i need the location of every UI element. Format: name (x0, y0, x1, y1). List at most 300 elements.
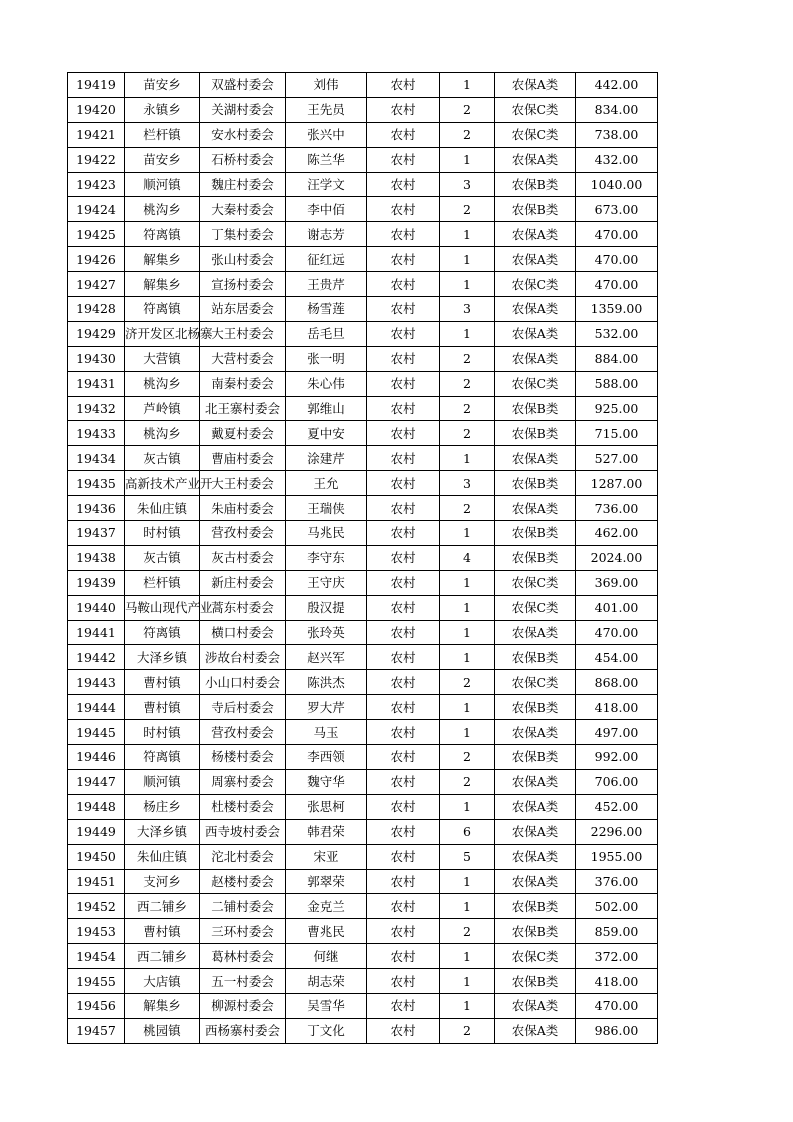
table-row (68, 272, 658, 297)
table-row (68, 222, 658, 247)
village-committee-cell: 灰古村委会 (200, 545, 286, 570)
insurance-class-cell: 农保B类 (495, 521, 576, 546)
area-type-cell: 农村 (367, 446, 440, 471)
township-cell: 大泽乡镇 (125, 819, 200, 844)
insurance-class-cell: 农保C类 (495, 97, 576, 122)
amount-cell: 401.00 (576, 595, 658, 620)
area-type-cell: 农村 (367, 371, 440, 396)
township-cell: 符离镇 (125, 745, 200, 770)
count-cell: 4 (440, 545, 495, 570)
township-cell: 芦岭镇 (125, 396, 200, 421)
insurance-class-cell: 农保B类 (495, 471, 576, 496)
record-id-cell: 19435 (68, 471, 125, 496)
amount-cell: 715.00 (576, 421, 658, 446)
area-type-cell: 农村 (367, 645, 440, 670)
township-cell: 解集乡 (125, 272, 200, 297)
record-id-cell: 19440 (68, 595, 125, 620)
village-committee-cell: 五一村委会 (200, 969, 286, 994)
area-type-cell: 农村 (367, 147, 440, 172)
person-name-cell: 曹兆民 (286, 919, 367, 944)
insurance-class-cell: 农保B类 (495, 969, 576, 994)
person-name-cell: 王瑞侠 (286, 496, 367, 521)
township-cell: 大店镇 (125, 969, 200, 994)
village-committee-cell: 沱北村委会 (200, 844, 286, 869)
township-cell: 符离镇 (125, 297, 200, 322)
area-type-cell: 农村 (367, 695, 440, 720)
village-committee-cell: 南秦村委会 (200, 371, 286, 396)
table-row (68, 969, 658, 994)
amount-cell: 418.00 (576, 969, 658, 994)
area-type-cell: 农村 (367, 620, 440, 645)
amount-cell: 432.00 (576, 147, 658, 172)
record-id-cell: 19423 (68, 172, 125, 197)
record-id-cell: 19457 (68, 1018, 125, 1043)
township-cell: 朱仙庄镇 (125, 844, 200, 869)
table-row (68, 1018, 658, 1043)
area-type-cell: 农村 (367, 297, 440, 322)
area-type-cell: 农村 (367, 97, 440, 122)
count-cell: 2 (440, 197, 495, 222)
insurance-class-cell: 农保C类 (495, 122, 576, 147)
insurance-class-cell: 农保B类 (495, 695, 576, 720)
table-row (68, 869, 658, 894)
count-cell: 3 (440, 172, 495, 197)
village-committee-cell: 戴夏村委会 (200, 421, 286, 446)
person-name-cell: 胡志荣 (286, 969, 367, 994)
record-id-cell: 19426 (68, 247, 125, 272)
person-name-cell: 岳毛旦 (286, 321, 367, 346)
area-type-cell: 农村 (367, 421, 440, 446)
township-cell: 永镇乡 (125, 97, 200, 122)
person-name-cell: 征红远 (286, 247, 367, 272)
person-name-cell: 丁文化 (286, 1018, 367, 1043)
table-row (68, 321, 658, 346)
count-cell: 1 (440, 869, 495, 894)
record-id-cell: 19420 (68, 97, 125, 122)
person-name-cell: 李守东 (286, 545, 367, 570)
township-cell: 桃园镇 (125, 1018, 200, 1043)
insurance-class-cell: 农保C类 (495, 570, 576, 595)
amount-cell: 925.00 (576, 396, 658, 421)
table-row (68, 720, 658, 745)
record-id-cell: 19445 (68, 720, 125, 745)
record-id-cell: 19446 (68, 745, 125, 770)
person-name-cell: 杨雪莲 (286, 297, 367, 322)
table-row (68, 670, 658, 695)
village-committee-cell: 三环村委会 (200, 919, 286, 944)
record-id-cell: 19425 (68, 222, 125, 247)
record-id-cell: 19439 (68, 570, 125, 595)
record-id-cell: 19456 (68, 993, 125, 1018)
township-cell: 朱仙庄镇 (125, 496, 200, 521)
township-cell: 解集乡 (125, 993, 200, 1018)
township-cell: 解集乡 (125, 247, 200, 272)
village-committee-cell: 石桥村委会 (200, 147, 286, 172)
record-id-cell: 19454 (68, 944, 125, 969)
record-id-cell: 19419 (68, 73, 125, 98)
count-cell: 1 (440, 894, 495, 919)
township-cell: 栏杆镇 (125, 122, 200, 147)
township-cell: 大泽乡镇 (125, 645, 200, 670)
amount-cell: 470.00 (576, 222, 658, 247)
person-name-cell: 赵兴军 (286, 645, 367, 670)
record-id-cell: 19437 (68, 521, 125, 546)
village-committee-cell: 二铺村委会 (200, 894, 286, 919)
insurance-class-cell: 农保A类 (495, 297, 576, 322)
insurance-class-cell: 农保B类 (495, 421, 576, 446)
person-name-cell: 涂建芹 (286, 446, 367, 471)
table-row (68, 595, 658, 620)
person-name-cell: 张一明 (286, 346, 367, 371)
amount-cell: 442.00 (576, 73, 658, 98)
insurance-class-cell: 农保A类 (495, 247, 576, 272)
table-body (68, 73, 658, 1044)
township-cell: 苗安乡 (125, 73, 200, 98)
count-cell: 1 (440, 969, 495, 994)
insurance-class-cell: 农保B类 (495, 745, 576, 770)
township-cell: 苗安乡 (125, 147, 200, 172)
township-cell: 顺河镇 (125, 172, 200, 197)
amount-cell: 470.00 (576, 620, 658, 645)
table-row (68, 794, 658, 819)
person-name-cell: 金克兰 (286, 894, 367, 919)
village-committee-cell: 大秦村委会 (200, 197, 286, 222)
amount-cell: 376.00 (576, 869, 658, 894)
amount-cell: 452.00 (576, 794, 658, 819)
amount-cell: 706.00 (576, 769, 658, 794)
township-cell: 时村镇 (125, 521, 200, 546)
count-cell: 5 (440, 844, 495, 869)
area-type-cell: 农村 (367, 222, 440, 247)
area-type-cell: 农村 (367, 670, 440, 695)
insurance-class-cell: 农保A类 (495, 620, 576, 645)
village-committee-cell: 大营村委会 (200, 346, 286, 371)
area-type-cell: 农村 (367, 745, 440, 770)
record-id-cell: 19428 (68, 297, 125, 322)
village-committee-cell: 杜楼村委会 (200, 794, 286, 819)
person-name-cell: 郭翠荣 (286, 869, 367, 894)
area-type-cell: 农村 (367, 496, 440, 521)
count-cell: 6 (440, 819, 495, 844)
amount-cell: 502.00 (576, 894, 658, 919)
township-cell: 栏杆镇 (125, 570, 200, 595)
table-row (68, 745, 658, 770)
amount-cell: 369.00 (576, 570, 658, 595)
table-row (68, 297, 658, 322)
record-id-cell: 19429 (68, 321, 125, 346)
village-committee-cell: 寺后村委会 (200, 695, 286, 720)
count-cell: 1 (440, 147, 495, 172)
insurance-class-cell: 农保A类 (495, 73, 576, 98)
area-type-cell: 农村 (367, 471, 440, 496)
record-id-cell: 19450 (68, 844, 125, 869)
record-id-cell: 19427 (68, 272, 125, 297)
insurance-class-cell: 农保A类 (495, 844, 576, 869)
area-type-cell: 农村 (367, 197, 440, 222)
record-id-cell: 19424 (68, 197, 125, 222)
amount-cell: 372.00 (576, 944, 658, 969)
table-row (68, 993, 658, 1018)
township-cell: 曹村镇 (125, 670, 200, 695)
count-cell: 3 (440, 471, 495, 496)
amount-cell: 532.00 (576, 321, 658, 346)
township-cell: 杨庄乡 (125, 794, 200, 819)
record-id-cell: 19448 (68, 794, 125, 819)
person-name-cell: 李西领 (286, 745, 367, 770)
area-type-cell: 农村 (367, 969, 440, 994)
village-committee-cell: 双盛村委会 (200, 73, 286, 98)
count-cell: 2 (440, 421, 495, 446)
record-id-cell: 19451 (68, 869, 125, 894)
record-id-cell: 19447 (68, 769, 125, 794)
count-cell: 1 (440, 222, 495, 247)
village-committee-cell: 丁集村委会 (200, 222, 286, 247)
area-type-cell: 农村 (367, 73, 440, 98)
count-cell: 1 (440, 645, 495, 670)
insurance-class-cell: 农保A类 (495, 819, 576, 844)
insurance-class-cell: 农保A类 (495, 769, 576, 794)
village-committee-cell: 赵楼村委会 (200, 869, 286, 894)
village-committee-cell: 魏庄村委会 (200, 172, 286, 197)
area-type-cell: 农村 (367, 272, 440, 297)
area-type-cell: 农村 (367, 993, 440, 1018)
person-name-cell: 王先员 (286, 97, 367, 122)
area-type-cell: 农村 (367, 794, 440, 819)
person-name-cell: 何继 (286, 944, 367, 969)
insurance-class-cell: 农保B类 (495, 894, 576, 919)
person-name-cell: 王守庆 (286, 570, 367, 595)
count-cell: 1 (440, 595, 495, 620)
count-cell: 2 (440, 769, 495, 794)
village-committee-cell: 北王寨村委会 (200, 396, 286, 421)
count-cell: 1 (440, 944, 495, 969)
amount-cell: 454.00 (576, 645, 658, 670)
village-committee-cell: 涉故台村委会 (200, 645, 286, 670)
record-id-cell: 19442 (68, 645, 125, 670)
insurance-class-cell: 农保A类 (495, 222, 576, 247)
village-committee-cell: 蒿东村委会 (200, 595, 286, 620)
amount-cell: 1955.00 (576, 844, 658, 869)
village-committee-cell: 杨楼村委会 (200, 745, 286, 770)
township-cell: 符离镇 (125, 620, 200, 645)
person-name-cell: 马玉 (286, 720, 367, 745)
record-id-cell: 19438 (68, 545, 125, 570)
amount-cell: 588.00 (576, 371, 658, 396)
count-cell: 1 (440, 73, 495, 98)
table-row (68, 620, 658, 645)
township-cell: 支河乡 (125, 869, 200, 894)
insurance-class-cell: 农保C类 (495, 944, 576, 969)
table-row (68, 944, 658, 969)
area-type-cell: 农村 (367, 545, 440, 570)
count-cell: 2 (440, 371, 495, 396)
person-name-cell: 谢志芳 (286, 222, 367, 247)
amount-cell: 418.00 (576, 695, 658, 720)
person-name-cell: 陈洪杰 (286, 670, 367, 695)
count-cell: 2 (440, 122, 495, 147)
amount-cell: 992.00 (576, 745, 658, 770)
township-cell: 曹村镇 (125, 695, 200, 720)
count-cell: 1 (440, 247, 495, 272)
table-row (68, 421, 658, 446)
count-cell: 1 (440, 695, 495, 720)
insurance-class-cell: 农保B类 (495, 197, 576, 222)
insurance-class-cell: 农保C类 (495, 670, 576, 695)
count-cell: 2 (440, 745, 495, 770)
amount-cell: 868.00 (576, 670, 658, 695)
village-committee-cell: 横口村委会 (200, 620, 286, 645)
amount-cell: 986.00 (576, 1018, 658, 1043)
insurance-class-cell: 农保A类 (495, 993, 576, 1018)
person-name-cell: 张玲英 (286, 620, 367, 645)
village-committee-cell: 西寺坡村委会 (200, 819, 286, 844)
table-row (68, 73, 658, 98)
insurance-class-cell: 农保B类 (495, 645, 576, 670)
insurance-class-cell: 农保C类 (495, 595, 576, 620)
count-cell: 1 (440, 570, 495, 595)
person-name-cell: 张兴中 (286, 122, 367, 147)
township-cell: 顺河镇 (125, 769, 200, 794)
area-type-cell: 农村 (367, 396, 440, 421)
village-committee-cell: 张山村委会 (200, 247, 286, 272)
village-committee-cell: 宣扬村委会 (200, 272, 286, 297)
count-cell: 1 (440, 321, 495, 346)
township-cell: 桃沟乡 (125, 421, 200, 446)
area-type-cell: 农村 (367, 595, 440, 620)
amount-cell: 497.00 (576, 720, 658, 745)
person-name-cell: 罗大芹 (286, 695, 367, 720)
table-row (68, 471, 658, 496)
person-name-cell: 陈兰华 (286, 147, 367, 172)
person-name-cell: 王允 (286, 471, 367, 496)
record-id-cell: 19455 (68, 969, 125, 994)
amount-cell: 2296.00 (576, 819, 658, 844)
table-row (68, 147, 658, 172)
township-cell: 曹村镇 (125, 919, 200, 944)
insurance-class-cell: 农保B类 (495, 396, 576, 421)
count-cell: 2 (440, 346, 495, 371)
insurance-class-cell: 农保A类 (495, 794, 576, 819)
village-committee-cell: 营孜村委会 (200, 720, 286, 745)
table-row (68, 247, 658, 272)
table-row (68, 197, 658, 222)
village-committee-cell: 营孜村委会 (200, 521, 286, 546)
township-cell: 西二铺乡 (125, 894, 200, 919)
insurance-class-cell: 农保A类 (495, 321, 576, 346)
township-cell: 桃沟乡 (125, 197, 200, 222)
table-row (68, 496, 658, 521)
area-type-cell: 农村 (367, 570, 440, 595)
person-name-cell: 朱心伟 (286, 371, 367, 396)
amount-cell: 736.00 (576, 496, 658, 521)
township-cell: 济开发区北杨寨 (125, 321, 200, 346)
area-type-cell: 农村 (367, 321, 440, 346)
person-name-cell: 宋亚 (286, 844, 367, 869)
area-type-cell: 农村 (367, 172, 440, 197)
area-type-cell: 农村 (367, 769, 440, 794)
township-cell: 灰古镇 (125, 446, 200, 471)
person-name-cell: 汪学文 (286, 172, 367, 197)
count-cell: 2 (440, 919, 495, 944)
amount-cell: 834.00 (576, 97, 658, 122)
area-type-cell: 农村 (367, 819, 440, 844)
count-cell: 2 (440, 670, 495, 695)
township-cell: 灰古镇 (125, 545, 200, 570)
village-committee-cell: 西杨寨村委会 (200, 1018, 286, 1043)
insurance-class-cell: 农保A类 (495, 496, 576, 521)
person-name-cell: 刘伟 (286, 73, 367, 98)
township-cell: 符离镇 (125, 222, 200, 247)
village-committee-cell: 小山口村委会 (200, 670, 286, 695)
village-committee-cell: 大王村委会 (200, 321, 286, 346)
amount-cell: 1359.00 (576, 297, 658, 322)
insurance-class-cell: 农保B类 (495, 545, 576, 570)
insurance-class-cell: 农保B类 (495, 919, 576, 944)
insurance-class-cell: 农保A类 (495, 147, 576, 172)
area-type-cell: 农村 (367, 919, 440, 944)
insurance-class-cell: 农保C类 (495, 272, 576, 297)
person-name-cell: 魏守华 (286, 769, 367, 794)
table-row (68, 570, 658, 595)
area-type-cell: 农村 (367, 944, 440, 969)
insurance-class-cell: 农保A类 (495, 446, 576, 471)
count-cell: 1 (440, 521, 495, 546)
table-row (68, 521, 658, 546)
count-cell: 1 (440, 272, 495, 297)
amount-cell: 1287.00 (576, 471, 658, 496)
table-row (68, 446, 658, 471)
insurance-class-cell: 农保C类 (495, 371, 576, 396)
insurance-class-cell: 农保A类 (495, 720, 576, 745)
table-row (68, 894, 658, 919)
village-committee-cell: 周寨村委会 (200, 769, 286, 794)
record-id-cell: 19432 (68, 396, 125, 421)
table-row (68, 172, 658, 197)
table-row (68, 695, 658, 720)
village-committee-cell: 大王村委会 (200, 471, 286, 496)
table-row (68, 97, 658, 122)
area-type-cell: 农村 (367, 844, 440, 869)
village-committee-cell: 站东居委会 (200, 297, 286, 322)
township-cell: 高新技术产业开 (125, 471, 200, 496)
record-id-cell: 19449 (68, 819, 125, 844)
record-id-cell: 19452 (68, 894, 125, 919)
village-committee-cell: 曹庙村委会 (200, 446, 286, 471)
table-row (68, 769, 658, 794)
area-type-cell: 农村 (367, 247, 440, 272)
area-type-cell: 农村 (367, 720, 440, 745)
amount-cell: 859.00 (576, 919, 658, 944)
table-row (68, 844, 658, 869)
count-cell: 1 (440, 620, 495, 645)
insurance-class-cell: 农保A类 (495, 346, 576, 371)
insurance-class-cell: 农保A类 (495, 869, 576, 894)
area-type-cell: 农村 (367, 1018, 440, 1043)
record-id-cell: 19444 (68, 695, 125, 720)
amount-cell: 470.00 (576, 272, 658, 297)
record-id-cell: 19431 (68, 371, 125, 396)
amount-cell: 1040.00 (576, 172, 658, 197)
table-row (68, 545, 658, 570)
record-id-cell: 19434 (68, 446, 125, 471)
person-name-cell: 马兆民 (286, 521, 367, 546)
table-row (68, 346, 658, 371)
village-committee-cell: 安水村委会 (200, 122, 286, 147)
amount-cell: 470.00 (576, 993, 658, 1018)
table-row (68, 645, 658, 670)
table-row (68, 396, 658, 421)
person-name-cell: 韩君荣 (286, 819, 367, 844)
